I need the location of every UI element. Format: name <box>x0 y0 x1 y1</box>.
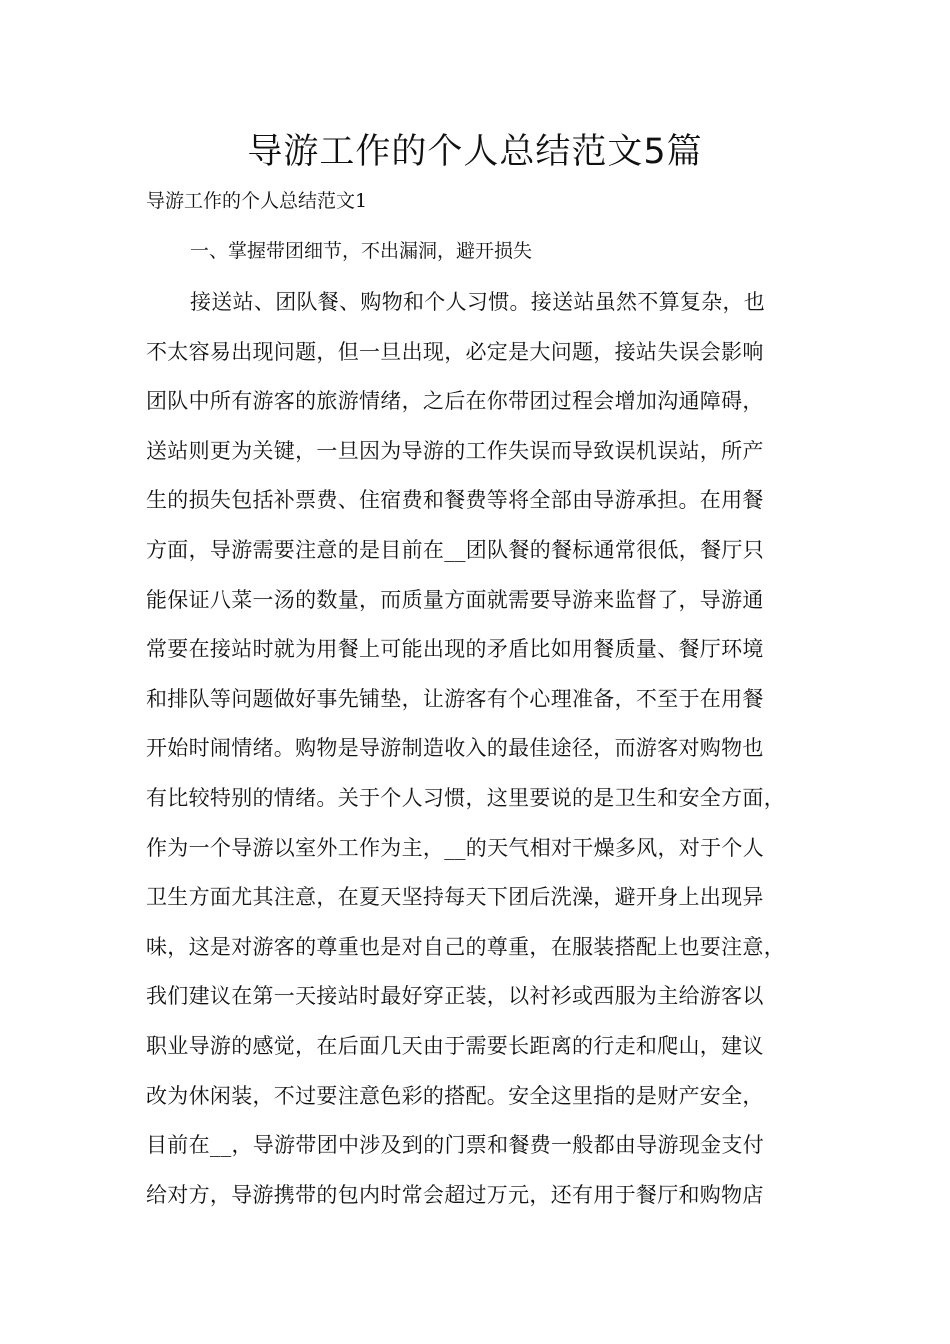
body-line: 卫生方面尤其注意，在夏天坚持每天下团后洗澡，避开身上出现异 <box>146 885 764 910</box>
body-line: 味，这是对游客的尊重也是对自己的尊重，在服装搭配上也要注意， <box>146 934 785 959</box>
section-heading: 一、掌握带团细节，不出漏洞，避开损失 <box>190 240 533 262</box>
body-line: 方面，导游需要注意的是目前在__团队餐的餐标通常很低，餐厅只 <box>146 537 764 562</box>
body-line: 不太容易出现问题，但一旦出现，必定是大问题，接站失误会影响 <box>146 339 764 364</box>
body-line: 开始时闹情绪。购物是导游制造收入的最佳途径，而游客对购物也 <box>146 736 764 761</box>
body-line: 常要在接站时就为用餐上可能出现的矛盾比如用餐质量、餐厅环境 <box>146 637 764 662</box>
body-line: 生的损失包括补票费、住宿费和餐费等将全部由导游承担。在用餐 <box>146 488 764 513</box>
document-subtitle: 导游工作的个人总结范文1 <box>146 190 368 212</box>
document-title: 导游工作的个人总结范文5篇 <box>247 132 703 172</box>
body-line: 送站则更为关键，一旦因为导游的工作失误而导致误机误站，所产 <box>146 438 764 463</box>
body-line: 有比较特别的情绪。关于个人习惯，这里要说的是卫生和安全方面， <box>146 785 785 810</box>
body-line: 给对方，导游携带的包内时常会超过万元，还有用于餐厅和购物店 <box>146 1182 764 1207</box>
body-line: 和排队等问题做好事先铺垫，让游客有个心理准备，不至于在用餐 <box>146 686 764 711</box>
body-line: 团队中所有游客的旅游情绪，之后在你带团过程会增加沟通障碍， <box>146 389 764 414</box>
body-line: 职业导游的感觉，在后面几天由于需要长距离的行走和爬山，建议 <box>146 1033 764 1058</box>
body-line: 改为休闲装，不过要注意色彩的搭配。安全这里指的是财产安全， <box>146 1083 764 1108</box>
body-line: 目前在__，导游带团中涉及到的门票和餐费一般都由导游现金支付 <box>146 1133 764 1158</box>
body-line: 我们建议在第一天接站时最好穿正装，以衬衫或西服为主给游客以 <box>146 984 764 1009</box>
body-paragraph <box>146 282 826 1224</box>
body-line: 能保证八菜一汤的数量，而质量方面就需要导游来监督了，导游通 <box>146 587 764 612</box>
body-line: 接送站、团队餐、购物和个人习惯。接送站虽然不算复杂，也 <box>190 290 766 314</box>
body-line: 作为一个导游以室外工作为主，__的天气相对干燥多风，对于个人 <box>146 835 764 860</box>
